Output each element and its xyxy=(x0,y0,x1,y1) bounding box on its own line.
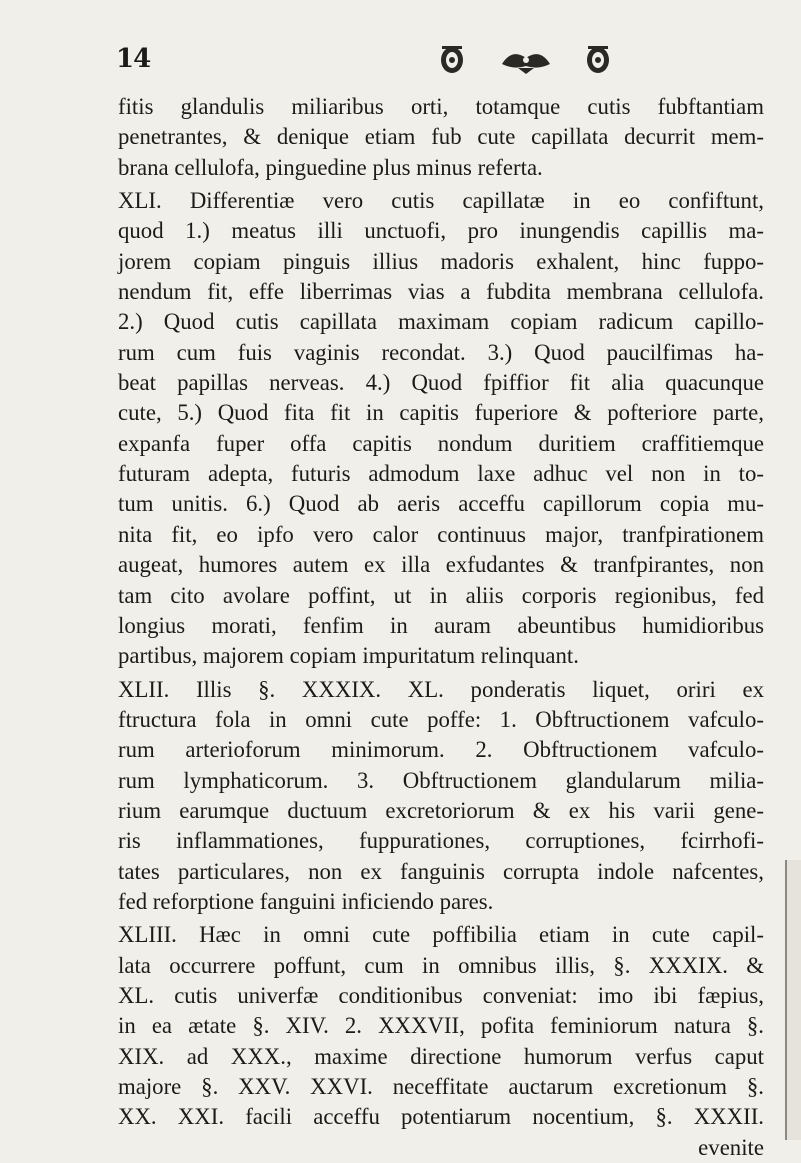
text-line: XL. cutis univerfæ conditionibus conveniat: imo ibi fæpius, xyxy=(118,982,764,1008)
text-line: partibus, majorem copiam impuritatum relinquant. xyxy=(118,643,579,669)
body-text xyxy=(118,92,764,1163)
text-line: expanfa fuper offa capitis nondum duritiem craffitiemque xyxy=(118,430,764,456)
paragraph xyxy=(118,92,764,183)
paragraph xyxy=(118,186,764,672)
text-line: tates particulares, non ex fanguinis corrupta indole nafcentes, xyxy=(118,858,764,884)
catchword: evenite xyxy=(698,1134,764,1160)
text-line: majore §. XXV. XXVI. neceffitate auctarum excretionum §. xyxy=(118,1074,764,1099)
text-line: cute, 5.) Quod fita fit in capitis fuperiore & pofteriore parte, xyxy=(118,400,764,426)
text-line: in ea ætate §. XIV. 2. XXXVII, pofita feminiorum natura §. xyxy=(118,1013,764,1039)
fleuron-left-icon xyxy=(441,46,463,73)
text-line: ris inflammationes, fuppurationes, corruptiones, fcirrhofi- xyxy=(118,828,764,854)
text-line: XIX. ad XXX., maxime directione humorum verfus caput xyxy=(118,1043,764,1069)
text-line: rum cum fuis vaginis recondat. 3.) Quod paucilfimas ha- xyxy=(118,339,764,365)
ornament-row xyxy=(430,40,620,80)
text-line: nita fit, eo ipfo vero calor continuus major, tranfpirationem xyxy=(118,521,764,547)
text-line: beat papillas nerveas. 4.) Quod fpiffior fit alia quacunque xyxy=(118,370,764,396)
text-line: longius morati, fenfim in auram abeuntibus humidioribus xyxy=(118,612,764,638)
text-line: XLIII. Hæc in omni cute poffibilia etiam in cute capil- xyxy=(118,922,764,948)
text-line: XX. XXI. facili acceffu potentiarum nocentium, §. XXXII. xyxy=(118,1104,764,1130)
page-edge xyxy=(785,860,801,1140)
fleuron-right-icon xyxy=(587,46,609,73)
text-line: XLI. Differentiæ vero cutis capillatæ in eo confiftunt, xyxy=(118,188,764,214)
text-line: lata occurrere poffunt, cum in omnibus illis, §. XXXIX. & xyxy=(118,952,764,978)
text-line: penetrantes, & denique etiam fub cute capillata decurrit mem- xyxy=(118,124,764,150)
text-line: futuram adepta, futuris admodum laxe adhuc vel non in to- xyxy=(118,461,764,487)
text-line: ftructura fola in omni cute poffe: 1. Obftructionem vafculo- xyxy=(118,706,764,732)
text-line: XLII. Illis §. XXXIX. XL. ponderatis liquet, oriri ex xyxy=(118,676,764,702)
text-line: fitis glandulis miliaribus orti, totamque cutis fubftantiam xyxy=(118,94,764,119)
text-line: rum lymphaticorum. 3. Obftructionem glandularum milia- xyxy=(118,767,764,793)
text-line: rum arterioforum minimorum. 2. Obftructionem vafculo- xyxy=(118,737,764,763)
text-line: quod 1.) meatus illi unctuofi, pro inungendis capillis ma- xyxy=(118,218,764,244)
page-number: 14 xyxy=(116,44,151,74)
text-line: tum unitis. 6.) Quod ab aeris acceffu capillorum copia mu- xyxy=(118,491,764,517)
text-line: tam cito avolare poffint, ut in aliis corporis regionibus, fed xyxy=(118,582,764,608)
text-line: fed reforptione fanguini inficiendo pares. xyxy=(118,888,494,914)
text-line: rium earumque ductuum excretoriorum & ex his varii gene- xyxy=(118,797,764,823)
header-ornaments xyxy=(430,40,620,80)
fleuron-center-icon xyxy=(502,54,550,74)
paragraph xyxy=(118,675,764,918)
text-line: augeat, humores autem ex illa exfudantes & tranfpirantes, non xyxy=(118,552,764,578)
paragraph xyxy=(118,920,764,1132)
text-line: nendum fit, effe liberrimas vias a fubdita membrana cellulofa. xyxy=(118,279,764,305)
text-line: jorem copiam pinguis illius madoris exhalent, hinc fuppo- xyxy=(118,248,764,274)
text-line: 2.) Quod cutis capillata maximam copiam radicum capillo- xyxy=(118,309,764,335)
text-line: brana cellulofa, pinguedine plus minus referta. xyxy=(118,154,543,180)
